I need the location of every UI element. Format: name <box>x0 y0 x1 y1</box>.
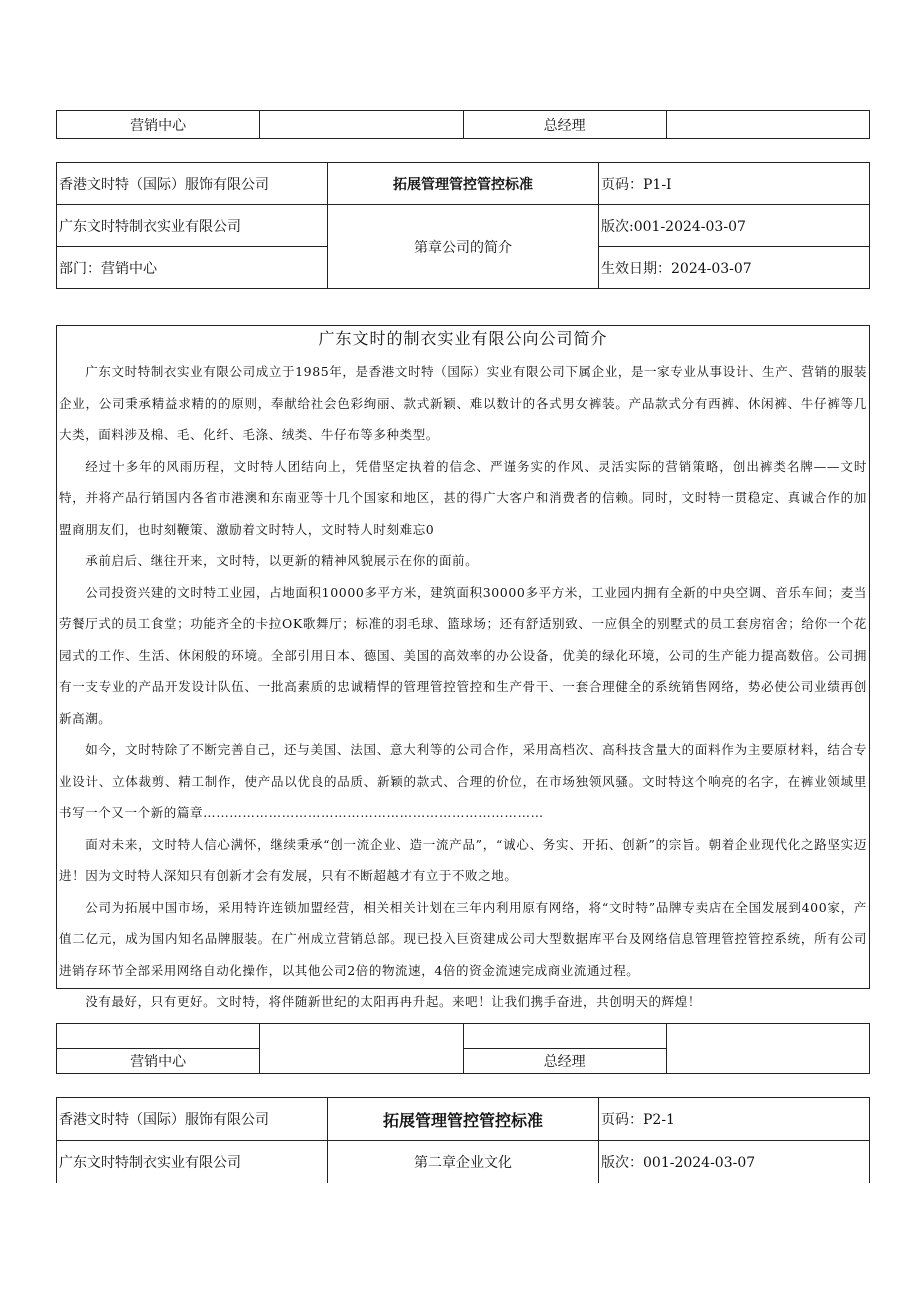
paragraph: 广东文时特制衣实业有限公司成立于1985年，是香港文时特（国际）实业有限公司下属企业，是一家专业从事设计、生产、营销的服装企业，公司秉承精益求精的的原则，奉献给社会色彩绚丽、款式新颖、难以数计的各式男女裤装。产品款式分有西裤、休闲裤、牛仔裤等几大类，面料涉及棉、毛、化纤、毛涤、绒类、牛仔布等多种类型。 <box>59 364 867 442</box>
effective-date: 生效日期：2024-03-07 <box>599 247 870 289</box>
blank-cell <box>260 1024 463 1074</box>
company-gd: 广东文时特制衣实业有限公司 <box>57 1141 328 1184</box>
document-header-1 <box>56 162 870 289</box>
blank-cell <box>666 1024 869 1074</box>
signature-table-top <box>56 110 870 139</box>
profile-heading: 广东文时的制衣实业有限公向公司简介 <box>318 329 608 348</box>
version: 版次：001-2024-03-07 <box>599 1141 870 1184</box>
paragraph: 经过十多年的风雨历程，文时特人团结向上，凭借坚定执着的信念、严谨务实的作风、灵活实际的营销策略，创出裤类名牌——文时特，并将产品行销国内各省市港澳和东南亚等十几个国家和地区，甚的得广大客户和消费者的信赖。同时，文时特一贯稳定、真诚合作的加盟商朋友们，也时刻鞭策、激励着文时特人，文时特人时刻难忘0 <box>59 458 867 537</box>
paragraph: 公司为拓展中国市场，采用特许连锁加盟经营，相关相关计划在三年内利用原有网络，将“文时特”品牌专卖店在全国发展到400家，产值二亿元，成为国内知名品牌服装。在广州成立营销总部。现已投入巨资建成公司大型数据库平台及网络信息管理管控管控系统，所有公司进销存环节全部采用网络自动化操作，以其他公司2倍的物流速，4倍的资金流速完成商业流通过程。 <box>59 899 867 978</box>
company-gd: 广东文时特制衣实业有限公司 <box>57 205 328 247</box>
manager-cell: 总经理 <box>463 111 666 139</box>
page-number: 页码：P1-I <box>599 163 870 205</box>
chapter-title: 第章公司的简介 <box>328 205 599 289</box>
blank-cell <box>260 111 463 139</box>
blank-cell <box>463 1024 666 1049</box>
document-header-2 <box>56 1097 870 1183</box>
page-number: 页码：P2-1 <box>599 1098 870 1141</box>
company-hk: 香港文时特（国际）服饰有限公司 <box>57 163 328 205</box>
signature-table-bottom <box>56 1023 870 1074</box>
chapter-title: 第二章企业文化 <box>328 1141 599 1184</box>
paragraph: 没有最好，只有更好。文时特，将伴随新世纪的太阳再冉升起。来吧！让我们携手奋进，共创明天的辉煌！ <box>85 994 701 1009</box>
company-hk: 香港文时特（国际）服饰有限公司 <box>57 1098 328 1141</box>
blank-cell <box>57 1024 260 1049</box>
dept-cell: 营销中心 <box>57 111 260 139</box>
department: 部门：营销中心 <box>57 247 328 289</box>
paragraph: 面对未来，文时特人信心满怀，继续秉承“创一流企业、造一流产品”，“诚心、务实、开拓、创新”的宗旨。朝着企业现代化之路坚实迈进！因为文时特人深知只有创新才会有发展，只有不断超越才有立于不败之地。 <box>59 836 867 883</box>
dept-cell: 营销中心 <box>57 1049 260 1074</box>
standard-title: 拓展管理管控管控标准 <box>328 1098 599 1141</box>
manager-cell: 总经理 <box>463 1049 666 1074</box>
standard-title: 拓展管理管控管控标准 <box>328 163 599 205</box>
paragraph: 公司投资兴建的文时特工业园，占地面积10000多平方米，建筑面积30000多平方米，工业园内拥有全新的中央空调、音乐车间；麦当劳餐厅式的员工食堂；功能齐全的卡拉OK歌舞厅；标准的羽毛球、篮球场；还有舒适别致、一应俱全的别墅式的员工套房宿舍；给你一个花园式的工作、生活、休闲般的环境。全部引用日本、德国、美国的高效率的办公设备，优美的绿化环境，公司的生产能力提高数倍。公司拥有一支专业的产品开发设计队伍、一批高素质的忠诚精悍的管理管控管控和生产骨干、一套合理健全的系统销售网络，势必使公司业绩再创新高潮。 <box>59 584 867 726</box>
paragraph: 承前启后、继往开来，文时特，以更新的精神风貌展示在你的面前。 <box>85 553 479 568</box>
version: 版次:001-2024-03-07 <box>599 205 870 247</box>
company-profile-box <box>56 325 870 1009</box>
paragraph: 如今，文时特除了不断完善自己，还与美国、法国、意大利等的公司合作，采用高档次、高科技含量大的面料作为主要原材料，结合专业设计、立体裁剪、精工制作，使产品以优良的品质、新颖的款式、合理的价位，在市场独领风骚。文时特这个响亮的名字，在裤业领域里书写一个又一个新的篇章…………………………………………………………………… <box>59 742 867 820</box>
blank-cell <box>666 111 869 139</box>
